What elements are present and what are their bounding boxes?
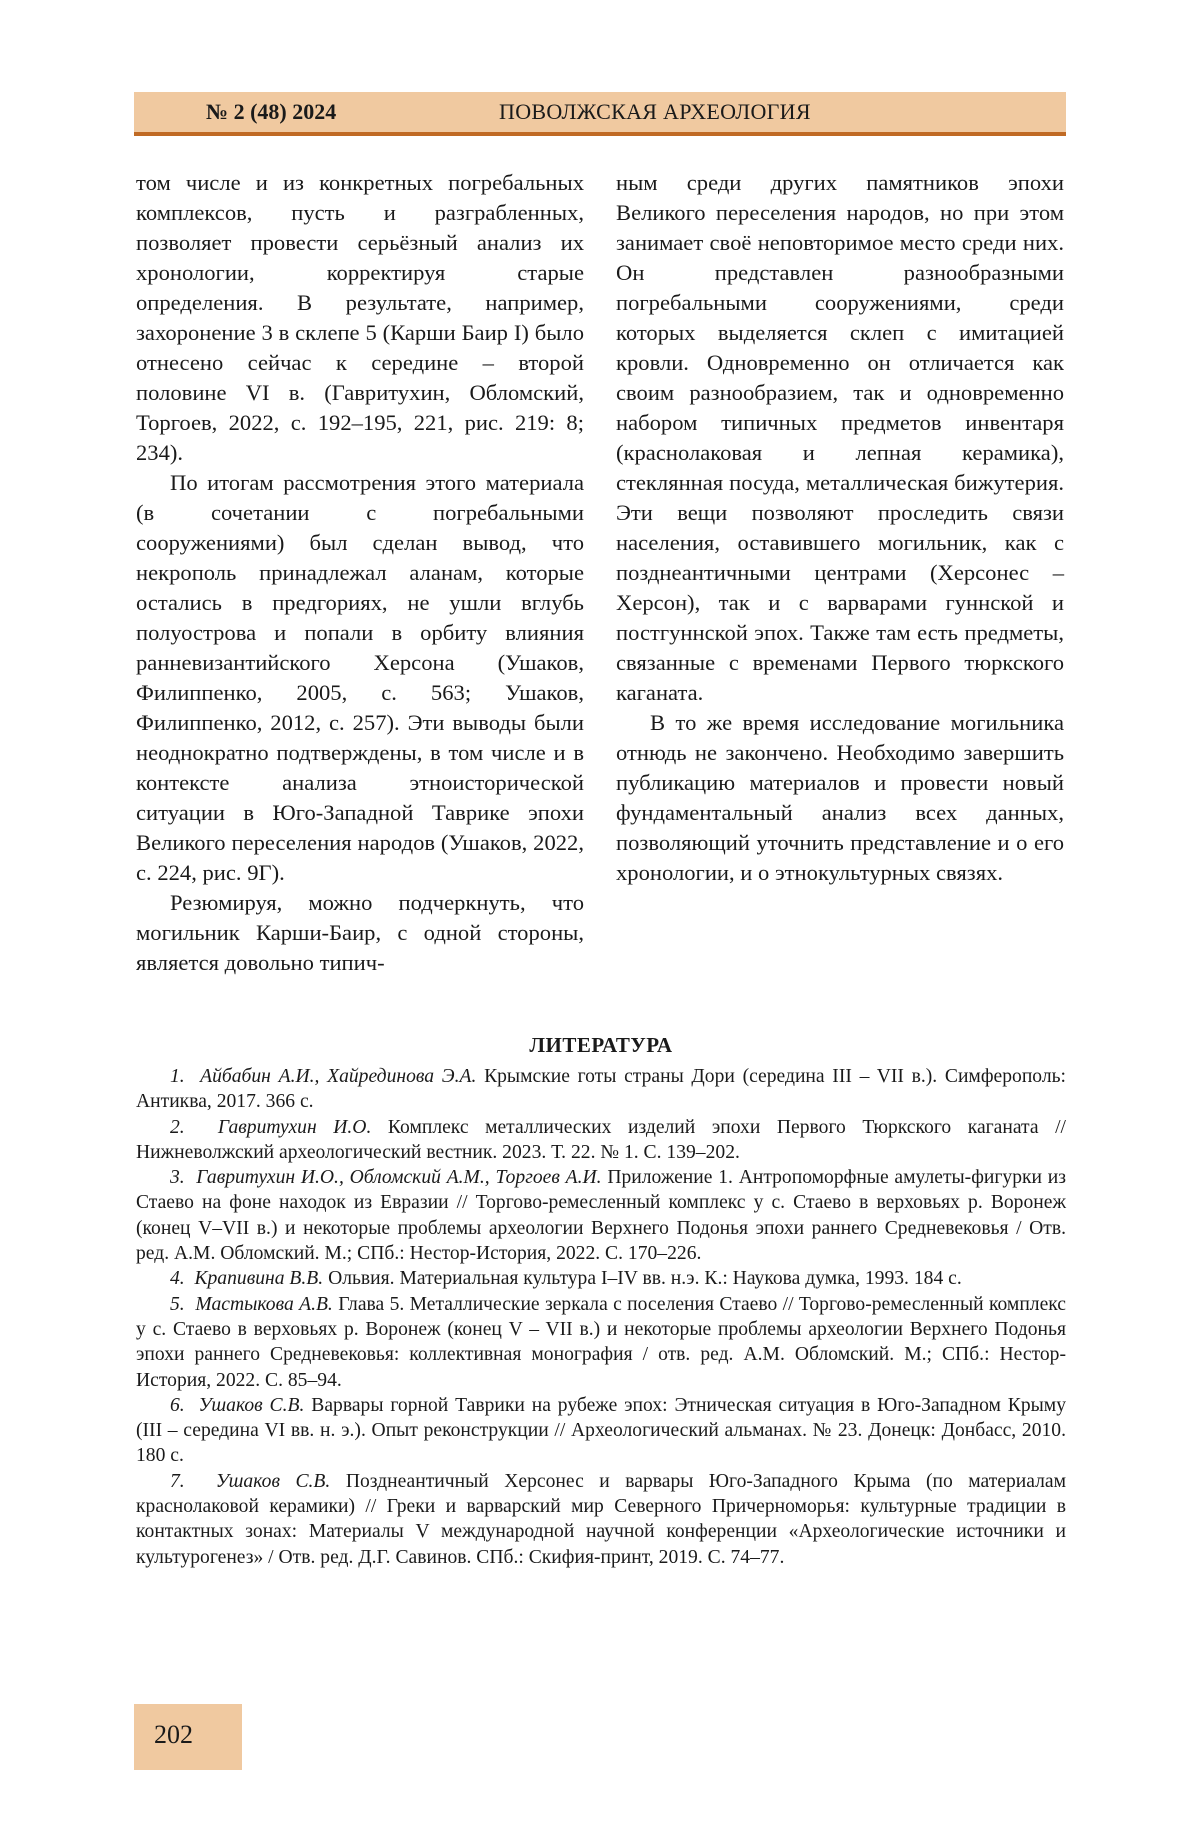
reference-text: Ольвия. Материальная культура I–IV вв. н.э. К.: Наукова думка, 1993. 184 с. <box>328 1268 962 1290</box>
reference-authors: Крапивина В.В. <box>194 1268 324 1290</box>
page-number-box <box>134 1704 242 1770</box>
reference-authors: Ушаков С.В. <box>215 1470 331 1492</box>
paragraph: По итогам рассмотрения этого материала (в сочетании с погребальными сооружениями) был сделан вывод, что некрополь принадлежал аланам, которые остались в предгориях, не ушли вглубь полуострова и попали в орбиту влияния ранневизантийского Херсона (Ушаков, Филиппенко, 2005, с. 563; Ушаков, Филиппенко, 2012, с. 257). Эти выводы были неоднократно подтверждены, в том числе и в контексте анализа этноисторической ситуации в Юго-Западной Таврике эпохи Великого переселения народов (Ушаков, 2022, с. 224, рис. 9Г). <box>136 470 584 885</box>
paragraph: В то же время исследование могильника отнюдь не закончено. Необходимо завершить публикацию материалов и провести новый фундаментальный анализ всех данных, позволяющий уточнить представление и о его хронологии, и о этнокультурных связях. <box>616 710 1064 885</box>
left-column <box>136 168 584 978</box>
reference-text: Крымские готы страны Дори (середина III – VII в.). Симферополь: Антиква, 2017. 366 с. <box>136 1066 1067 1113</box>
reference-item: 3. Гавритухин И.О., Обломский А.М., Торгоев А.И. Приложение 1. Антропоморфные амулеты-фигурки из Стаево на фоне находок из Евразии // Торгово-ремесленный комплекс у с. Стаево в верховьях р. Воронеж (конец V–VII в.) и некоторые проблемы археологии Верхнего Подонья эпохи раннего Средневековья / Отв. ред. А.М. Обломский. М.; СПб.: Нестор-История, 2022. С. 170–226. <box>136 1167 1066 1265</box>
reference-text: Позднеантичный Херсонес и варвары Юго-Западного Крыма (по материалам краснолаковой керамики) // Греки и варварский мир Северного Причерноморья: культурные традиции в контактных зонах: Материалы V международной научной конференции «Археологические источники и культурогенез» / Отв. ред. Д.Г. Савинов. СПб.: Скифия-принт, 2019. С. 74–77. <box>136 1470 1067 1568</box>
paragraph: Резюмируя, можно подчеркнуть, что могильник Карши-Баир, с одной стороны, является довольно типич- <box>136 890 584 975</box>
references-list <box>136 1064 1066 1570</box>
reference-authors: Гавритухин И.О., Обломский А.М., Торгоев А.И. <box>196 1167 602 1189</box>
reference-text: Комплекс металлических изделий эпохи Первого Тюркского каганата // Нижневолжский археологический вестник. 2023. Т. 22. № 1. С. 139–202. <box>136 1116 1066 1163</box>
right-column <box>616 168 1064 888</box>
paragraph: ным среди других памятников эпохи Великого переселения народов, но при этом занимает своё неповторимое место среди них. Он представлен разнообразными погребальными сооружениями, среди которых выделяется склеп с имитацией кровли. Одновременно он отличается как своим разнообразием, так и одновременно набором типичных предметов инвентаря (краснолаковая и лепная керамика), стеклянная посуда, металлическая бижутерия. Эти вещи позволяют проследить связи населения, оставившего могильник, как с позднеантичными центрами (Херсонес – Херсон), так и с варварами гуннской и постгуннской эпох. Также там есть предметы, связанные с временами Первого тюркского каганата. <box>616 170 1064 705</box>
issue-number: № 2 (48) 2024 <box>206 99 337 124</box>
reference-authors: Мастыкова А.В. <box>195 1293 333 1315</box>
running-header <box>134 92 1066 136</box>
references-section <box>136 1030 1066 1570</box>
reference-authors: Гавритухин И.О. <box>217 1116 372 1138</box>
paragraph: том числе и из конкретных погребальных комплексов, пусть и разграбленных, позволяет провести серьёзный анализ их хронологии, корректируя старые определения. В результате, например, захоронение 3 в склепе 5 (Карши Баир I) было отнесено сейчас к середине – второй половине VI в. (Гавритухин, Обломский, Торгоев, 2022, с. 192–195, 221, рис. 219: 8; 234). <box>136 170 584 465</box>
reference-item: 5. Мастыкова А.В. Глава 5. Металлические зеркала с поселения Стаево // Торгово-ремесленный комплекс у с. Стаево в верховьях р. Воронеж (конец V – VII в.) и некоторые проблемы археологии Верхнего Подонья эпохи раннего Средневековья: коллективная монография / отв. ред. А.М. Обломский. М.; СПб.: Нестор-История, 2022. С. 85–94. <box>136 1293 1067 1391</box>
reference-text: Глава 5. Металлические зеркала с поселения Стаево // Торгово-ремесленный комплекс у с. Стаево в верховьях р. Воронеж (конец V – VII в.) и некоторые проблемы археологии Верхнего Подонья эпохи раннего Средневековья: коллективная монография / отв. ред. А.М. Обломский. М.; СПб.: Нестор-История, 2022. С. 85–94. <box>136 1293 1067 1391</box>
journal-title: ПОВОЛЖСКАЯ АРХЕОЛОГИЯ <box>499 99 811 124</box>
reference-text: Приложение 1. Антропоморфные амулеты-фигурки из Стаево на фоне находок из Евразии // Торгово-ремесленный комплекс у с. Стаево в верховьях р. Воронеж (конец V–VII в.) и некоторые проблемы археологии Верхнего Подонья эпохи раннего Средневековья / Отв. ред. А.М. Обломский. М.; СПб.: Нестор-История, 2022. С. 170–226. <box>136 1167 1066 1265</box>
reference-authors: Ушаков С.В. <box>198 1394 305 1416</box>
page-number: 202 <box>154 1720 193 1749</box>
body-columns <box>136 168 1066 1018</box>
reference-authors: Айбабин А.И., Хайрединова Э.А. <box>200 1066 477 1087</box>
reference-item: 4. Крапивина В.В. Ольвия. Материальная культура I–IV вв. н.э. К.: Наукова думка, 1993. 184 с. <box>170 1268 962 1290</box>
references-title: ЛИТЕРАТУРА <box>529 1033 673 1057</box>
reference-item: 7. Ушаков С.В. Позднеантичный Херсонес и варвары Юго-Западного Крыма (по материалам краснолаковой керамики) // Греки и варварский мир Северного Причерноморья: культурные традиции в контактных зонах: Материалы V международной научной конференции «Археологические источники и культурогенез» / Отв. ред. Д.Г. Савинов. СПб.: Скифия-принт, 2019. С. 74–77. <box>136 1470 1067 1568</box>
reference-item: 2. Гавритухин И.О. Комплекс металлических изделий эпохи Первого Тюркского каганата // Нижневолжский археологический вестник. 2023. Т. 22. № 1. С. 139–202. <box>136 1116 1066 1163</box>
reference-text: Варвары горной Таврики на рубеже эпох: Этническая ситуация в Юго-Западном Крыму (III – середина VI вв. н. э.). Опыт реконструкции // Археологический альманах. № 23. Донецк: Донбасс, 2010. 180 с. <box>136 1394 1066 1467</box>
reference-item: 1. Айбабин А.И., Хайрединова Э.А. Крымские готы страны Дори (середина III – VII в.). Симферополь: Антиква, 2017. 366 с. <box>136 1066 1067 1113</box>
reference-item: 6. Ушаков С.В. Варвары горной Таврики на рубеже эпох: Этническая ситуация в Юго-Западном Крыму (III – середина VI вв. н. э.). Опыт реконструкции // Археологический альманах. № 23. Донецк: Донбасс, 2010. 180 с. <box>136 1394 1066 1467</box>
